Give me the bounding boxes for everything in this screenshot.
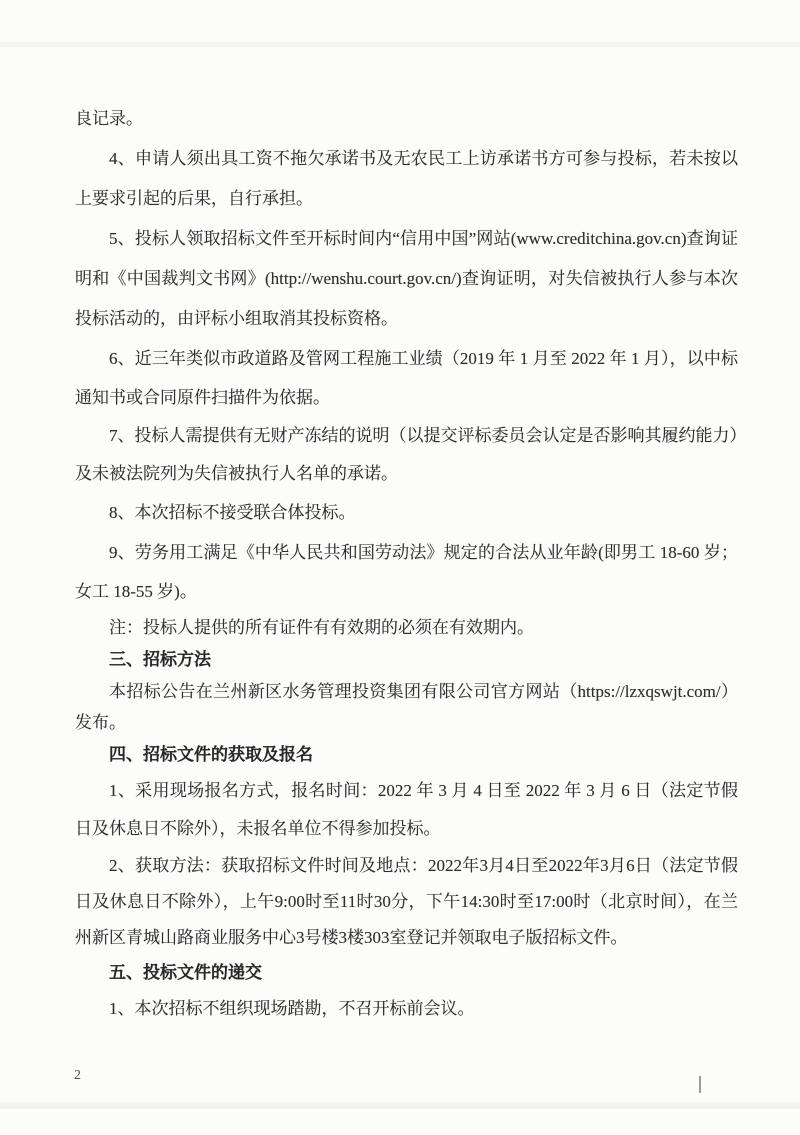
section-heading-4: 四、招标文件的获取及报名 — [109, 745, 313, 764]
scan-artifact-band — [0, 42, 800, 47]
paragraph-note: 注：投标人提供的所有证件有有效期的必须在有效期内。 — [109, 618, 534, 637]
paragraph-section-4-item-1: 1、采用现场报名方式，报名时间：2022 年 3 月 4 日至 2022 年 3 月 6 日（法定节假日及休息日不除外），未报名单位不得参加投标。 — [75, 781, 738, 838]
paragraph-item-7: 7、投标人需提供有无财产冻结的说明（以提交评标委员会认定是否影响其履约能力）及未被法院列为失信被执行人名单的承诺。 — [75, 426, 738, 483]
page-number: 2 — [74, 1068, 81, 1083]
section-heading-3: 三、招标方法 — [109, 650, 211, 669]
scan-artifact-band — [0, 1102, 800, 1109]
section-heading-5: 五、投标文件的递交 — [109, 963, 262, 982]
paragraph-section-3-body: 本招标公告在兰州新区水务管理投资集团有限公司官方网站（https://lzxqswjt.com/）发布。 — [75, 682, 738, 732]
paragraph-section-5-item-1: 1、本次招标不组织现场踏勘，不召开标前会议。 — [109, 999, 475, 1018]
paragraph-item-9: 9、劳务用工满足《中华人民共和国劳动法》规定的合法从业年龄(即男工 18-60 岁；女工 18-55 岁)。 — [75, 543, 738, 601]
paragraph-item-5: 5、投标人领取招标文件至开标时间内“信用中国”网站(www.creditchina.gov.cn)查询证明和《中国裁判文书网》(http://wenshu.court.gov.cn/)查询证明，对失信被执行人参与本次投标活动的，由评标小组取消其投标资格。 — [75, 229, 738, 328]
paragraph-item-8: 8、本次招标不接受联合体投标。 — [109, 503, 356, 522]
paragraph-continuation: 良记录。 — [75, 109, 143, 128]
paragraph-item-4: 4、申请人须出具工资不拖欠承诺书及无农民工上访承诺书方可参与投标，若未按以上要求引起的后果，自行承担。 — [75, 149, 738, 208]
paragraph-section-4-item-2: 2、获取方法：获取招标文件时间及地点：2022年3月4日至2022年3月6日（法定节假日及休息日不除外），上午9:00时至11时30分，下午14:30时至17:00时（北京时间），在兰州新区青城山路商业服务中心3号楼3楼303室登记并领取电子版招标文件。 — [75, 856, 738, 947]
paragraph-item-6: 6、近三年类似市政道路及管网工程施工业绩（2019 年 1 月至 2022 年 1 月），以中标通知书或合同原件扫描件为依据。 — [75, 349, 738, 407]
document-body — [75, 99, 738, 1028]
scan-artifact-line — [699, 1076, 701, 1093]
